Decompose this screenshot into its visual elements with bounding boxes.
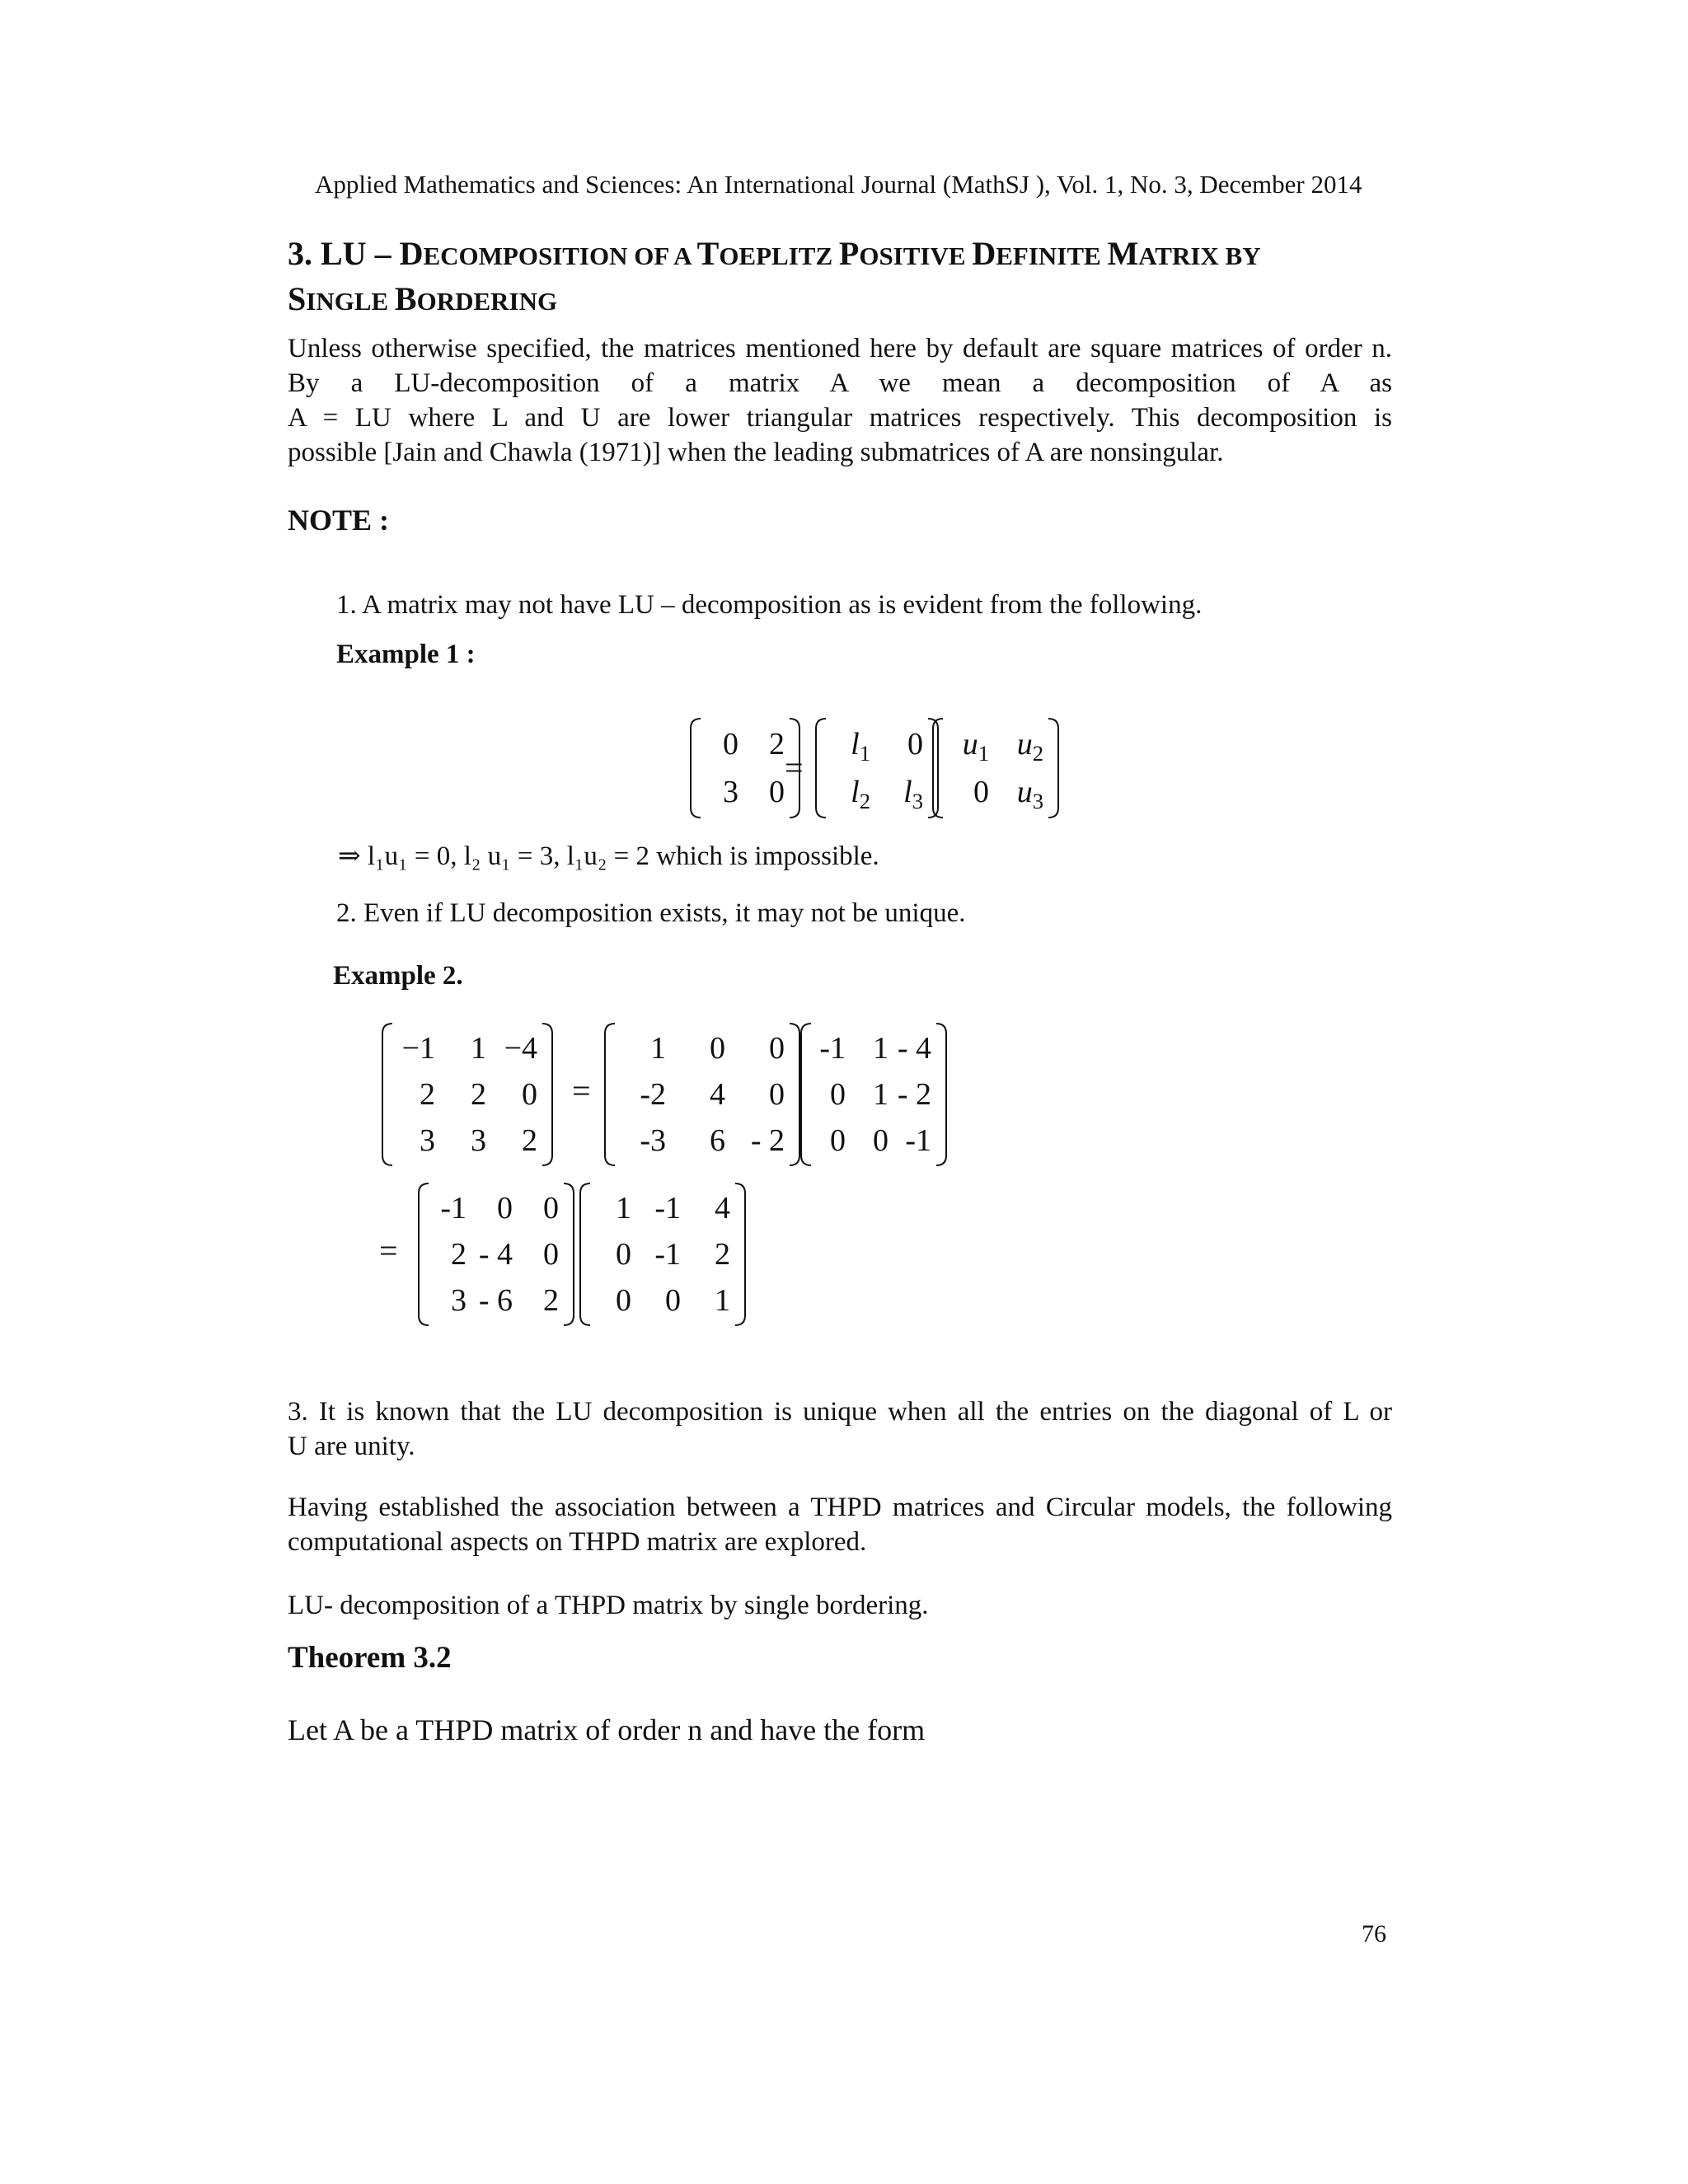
matrix-l1 <box>603 1022 801 1167</box>
matrix-u1-cell: 0 <box>830 1077 846 1112</box>
matrix-l1-cell: 0 <box>769 1031 785 1066</box>
journal-header: Applied Mathematics and Sciences: An International Journal (MathSJ ), Vol. 1, No. 3, December 2014 <box>315 170 1362 199</box>
example-2-label: Example 2. <box>333 961 463 991</box>
matrix-l <box>814 717 940 819</box>
note-item-3-line-1: 3. It is known that the LU decomposition is unique when all the entries on the diagonal of L or <box>288 1397 1392 1427</box>
matrix-a-cell: 0 <box>769 775 785 809</box>
equals-sign: = <box>379 1232 398 1269</box>
matrix-l-cell: $l_2$ <box>851 775 870 813</box>
matrix-u2-cell: 0 <box>665 1283 681 1318</box>
matrix-l-cell: $l_1$ <box>851 727 870 766</box>
matrix-a <box>381 1022 554 1167</box>
matrix-u2-cell: 4 <box>715 1191 730 1226</box>
matrix-a-cell: 1 <box>471 1031 486 1066</box>
intro-line-2: By a LU-decomposition of a matrix A we mean a decomposition of A as <box>288 368 1392 398</box>
matrix-l2-cell: - 4 <box>478 1237 513 1272</box>
matrix-u2-cell: 1 <box>616 1191 631 1226</box>
matrix-u1-cell: 0 <box>873 1123 889 1158</box>
matrix-u2-cell: -1 <box>654 1237 681 1272</box>
matrix-l1-cell: 1 <box>650 1031 666 1066</box>
matrix-l2 <box>417 1182 575 1327</box>
matrix-l1-cell: 0 <box>710 1031 725 1066</box>
example-1-equation <box>689 717 1052 824</box>
matrix-u-cell: $u_2$ <box>1016 727 1043 766</box>
matrix-a-cell: 2 <box>471 1077 486 1112</box>
matrix-u1-cell: -1 <box>905 1123 931 1158</box>
theorem-statement: Let A be a THPD matrix of order n and have the form <box>288 1713 926 1746</box>
intro-line-3: A = LU where L and U are lower triangular matrices respectively. This decomposition is <box>288 403 1392 433</box>
example-2-second-factorization <box>379 1182 758 1322</box>
matrix-l2-cell: 0 <box>543 1237 559 1272</box>
matrix-a-right-paren <box>542 1024 552 1165</box>
matrix-l2-right-paren <box>564 1183 574 1325</box>
matrix-u2-cell: 2 <box>715 1237 730 1272</box>
note-item-3 <box>288 1394 1392 1464</box>
matrix-l1-cell: -3 <box>640 1123 666 1158</box>
equals-sign: = <box>785 749 804 786</box>
matrix-u2-cell: 0 <box>616 1237 631 1272</box>
matrix-u1-cell: -1 <box>819 1031 846 1066</box>
matrix-a-cell: 2 <box>420 1077 435 1112</box>
example-1-label: Example 1 : <box>336 640 476 669</box>
matrix-u1 <box>799 1022 948 1167</box>
note-item-1: 1. A matrix may not have LU – decomposition as is evident from the following. <box>336 590 1203 620</box>
matrix-a-cell: 3 <box>420 1123 435 1158</box>
matrix-a-cell: 2 <box>769 727 785 762</box>
matrix-a-cell: 3 <box>471 1123 486 1158</box>
matrix-l2-cell: 3 <box>451 1283 467 1318</box>
matrix-u <box>931 717 1060 819</box>
equals-sign: = <box>572 1072 591 1109</box>
matrix-a-cell: 2 <box>522 1123 537 1158</box>
matrix-l1-cell: -2 <box>640 1077 666 1112</box>
intro-line-1: Unless otherwise specified, the matrices mentioned here by default are square matrices of order n. <box>288 334 1392 363</box>
matrix-u1-cell: 1 <box>873 1077 889 1112</box>
matrix-u2-cell: 0 <box>616 1283 631 1318</box>
matrix-a-cell: 0 <box>522 1077 537 1112</box>
matrix-l1-cell: - 2 <box>750 1123 785 1158</box>
matrix-u1-cell: - 4 <box>897 1031 931 1066</box>
matrix-u1-right-paren <box>936 1024 946 1165</box>
matrix-l1-cell: 6 <box>710 1123 725 1158</box>
matrix-u1-cell: 1 <box>873 1031 889 1066</box>
matrix-l1-cell: 4 <box>710 1077 725 1112</box>
matrix-l2-cell: 2 <box>543 1283 559 1318</box>
matrix-u2-cell: 1 <box>715 1283 730 1318</box>
example-2-first-factorization <box>381 1022 941 1162</box>
matrix-a-cell: 0 <box>723 727 738 762</box>
intro-paragraph <box>288 331 1392 470</box>
matrix-a-cell: −1 <box>401 1031 435 1066</box>
matrix-u-cell: 0 <box>973 775 989 809</box>
lu-decomposition-line: LU- decomposition of a THPD matrix by single bordering. <box>288 1591 929 1620</box>
matrix-u2-cell: -1 <box>654 1191 681 1226</box>
matrix-l1-cell: 0 <box>769 1077 785 1112</box>
matrix-u1-cell: - 2 <box>897 1077 931 1112</box>
note-item-2: 2. Even if LU decomposition exists, it may not be unique. <box>336 898 966 928</box>
thpd-paragraph: Having established the association between a THPD matrices and Circular models, the following computational aspects on THPD matrix are explored. <box>288 1493 1392 1557</box>
section-number: 3. LU – <box>288 235 400 272</box>
matrix-u2-right-paren <box>735 1183 745 1325</box>
matrix-u-right-paren <box>1048 719 1058 818</box>
example-1-result: ⇒ l₁u₁ = 0, l₂ u₁ = 3, l₁u₂ = 2 which is impossible. <box>338 841 879 871</box>
matrix-a-cell: −4 <box>504 1031 537 1066</box>
note-heading: NOTE : <box>288 504 390 537</box>
matrix-l2-cell: - 6 <box>478 1283 513 1318</box>
intro-line-4: possible [Jain and Chawla (1971)] when the leading submatrices of A are nonsingular. <box>288 438 1224 467</box>
matrix-l1-right-paren <box>790 1024 799 1165</box>
matrix-l2-cell: 2 <box>451 1237 467 1272</box>
matrix-u-cell: $u_3$ <box>1016 775 1043 813</box>
section-title: 3. LU – DECOMPOSITION OF A TOEPLITZ POSITIVE DEFINITE MATRIX BY SINGLE BORDERING <box>288 235 1261 317</box>
matrix-l-cell: 0 <box>907 727 923 762</box>
theorem-heading: Theorem 3.2 <box>288 1641 452 1675</box>
matrix-l2-cell: 0 <box>497 1191 513 1226</box>
matrix-a-cell: 3 <box>723 775 738 809</box>
matrix-l2-cell: 0 <box>543 1191 559 1226</box>
matrix-u2 <box>579 1182 747 1327</box>
matrix-u1-cell: 0 <box>830 1123 846 1158</box>
page-number: 76 <box>1362 1920 1386 1947</box>
note-item-3-line-2: U are unity. <box>288 1432 415 1461</box>
matrix-l-cell: $l_3$ <box>903 775 923 813</box>
matrix-l2-cell: -1 <box>440 1191 467 1226</box>
matrix-u-cell: $u_1$ <box>962 727 989 766</box>
